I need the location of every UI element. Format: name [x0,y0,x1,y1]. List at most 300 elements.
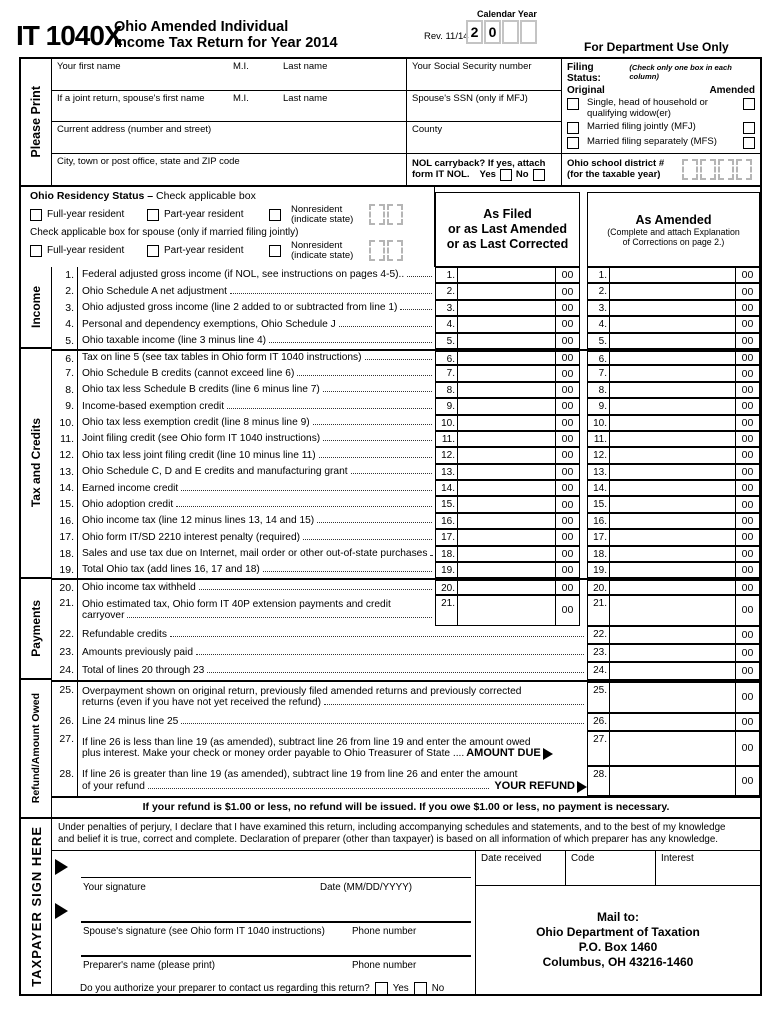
filing-status-section [562,59,760,154]
amended-amount-cell [587,333,760,349]
line-number: 10. [588,416,610,430]
amended-amount-cell [587,529,760,545]
resident-part-year-checkbox[interactable] [147,209,159,221]
dotted-leader [207,672,584,673]
filed-amount-box[interactable] [458,514,555,528]
cents-00: 00 [555,317,579,331]
filed-amount-box[interactable] [458,383,555,397]
cents-00: 00 [555,334,579,348]
line-description: Ohio income tax withheld [82,581,196,593]
amended-amount-box[interactable] [610,317,735,331]
amended-amount-box[interactable] [610,284,735,298]
residency-title: Ohio Residency Status – Check applicable box [30,190,256,202]
line-number: 1. [436,268,458,282]
mfs-amended-checkbox[interactable] [743,137,755,149]
form-line-row [52,382,760,398]
amended-amount-box[interactable] [610,497,735,511]
cents-00: 00 [735,497,759,511]
spouse-full-year-checkbox[interactable] [30,245,42,257]
dotted-leader [317,522,432,523]
filed-amount-cell [435,480,580,496]
form-line-row [52,480,760,496]
line-description-cell [78,513,435,529]
amended-amount-box[interactable] [610,448,735,462]
line-number: 26. [588,714,610,730]
line-description: Line 24 minus line 25 [82,716,179,728]
line-number: 1. [52,267,78,283]
mailing-address: Mail to: Ohio Department of Taxation P.O. Box 1460 Columbus, OH 43216-1460 [536,910,700,969]
amended-amount-cell [587,713,760,731]
form-line-row [52,415,760,431]
filed-amount-cell [435,496,580,512]
first-name-field[interactable]: Your first name [57,61,121,72]
single-original-checkbox[interactable] [567,98,579,110]
line-number: 19. [52,562,78,578]
line-description: Ohio tax less joint filing credit (line 10 minus line 11) [82,449,316,461]
amended-amount-cell [587,316,760,332]
cents-00: 00 [735,732,759,765]
line-description-cell [78,382,435,398]
amended-amount-box[interactable] [610,767,735,795]
cents-00: 00 [555,563,579,577]
filed-amount-box[interactable] [458,416,555,430]
cents-00: 00 [735,448,759,462]
line-number: 16. [436,514,458,528]
cents-00: 00 [555,465,579,479]
spouse-signature-line[interactable] [81,921,471,923]
filed-amount-cell [435,333,580,349]
school-district-digit-box[interactable] [718,159,734,180]
filed-amount-cell [435,431,580,447]
cents-00: 00 [555,352,579,364]
dotted-leader [407,276,432,277]
form-line-row [52,562,760,578]
interest-field[interactable]: Interest [661,853,694,864]
line-description: of your refund [82,780,145,792]
line-number: 9. [52,398,78,414]
dotted-leader [297,375,432,376]
form-line-row [52,300,760,316]
form-line-row [52,713,760,731]
date-received-field[interactable]: Date received [476,851,566,885]
city-field[interactable]: City, town or post office, state and ZIP code [52,154,407,186]
cents-00: 00 [555,514,579,528]
line-number: 15. [436,497,458,511]
filed-amount-cell [435,283,580,299]
please-print-rail [21,59,52,185]
line-description-cell [78,333,435,349]
filed-amount-box[interactable] [458,317,555,331]
line-suffix-label: AMOUNT DUE [466,747,541,760]
amended-amount-box[interactable] [610,563,735,577]
spouse-mi-field[interactable]: M.I. [233,92,249,104]
amended-amount-cell [587,513,760,529]
spouse-signature-label: Spouse's signature (see Ohio form IT 1040 instructions) [83,926,325,937]
amended-amount-box[interactable] [610,465,735,479]
cents-00: 00 [555,530,579,544]
authorize-no-checkbox[interactable] [414,982,427,995]
amended-amount-box[interactable] [610,366,735,380]
line-number: 20. [588,581,610,593]
dotted-leader [148,788,489,789]
line-description: If line 26 is less than line 19 (as amended), subtract line 26 from line 19 and enter the amount owed [82,736,531,748]
amended-amount-cell [587,496,760,512]
line-number: 12. [436,448,458,462]
refund-note: If your refund is $1.00 or less, no refund will be issued. If you owe $1.00 or less, no payment is necessary. [52,796,760,817]
dotted-leader [324,704,584,705]
spouse-nonresident-checkbox[interactable] [269,245,281,257]
line-number: 14. [52,480,78,496]
amended-amount-box[interactable] [610,432,735,446]
filed-amount-box[interactable] [458,581,555,593]
line-description-cell [78,267,435,283]
form-line-row [52,644,760,662]
filed-amount-cell [435,382,580,398]
dotted-leader [351,473,432,474]
calendar-year-digit[interactable] [502,20,519,44]
line-description-cell [78,713,587,731]
amended-amount-box[interactable] [610,268,735,282]
nol-no-checkbox[interactable] [533,169,545,181]
form-line-row [52,731,760,766]
line-description-cell [78,580,435,594]
mfj-amended-checkbox[interactable] [743,122,755,134]
cents-00: 00 [735,465,759,479]
line-number: 19. [588,563,610,577]
line-description: Ohio adoption credit [82,498,174,510]
amended-amount-cell [587,365,760,381]
filed-amount-box[interactable] [458,352,555,364]
amended-amount-cell [587,731,760,766]
line-number: 24. [52,662,78,680]
line-number: 21. [436,596,458,625]
amended-amount-cell [587,415,760,431]
line-description-cell [78,447,435,463]
calendar-year-boxes [466,20,537,44]
line-description: Joint filing credit (see Ohio form IT 1040 instructions) [82,433,321,445]
line-number: 20. [436,581,458,593]
form-line-row [52,464,760,480]
cents-00: 00 [735,645,759,661]
calendar-year-digit[interactable] [520,20,537,44]
authorize-question: Do you authorize your preparer to contact us regarding this return? [80,983,370,994]
school-district-digit-box[interactable] [700,159,716,180]
filed-amount-box[interactable] [458,334,555,348]
cents-00: 00 [735,481,759,495]
calendar-year-digit[interactable]: 0 [484,20,501,44]
filed-amount-box[interactable] [458,432,555,446]
form-line-row [52,626,760,644]
please-print-label: Please Print [29,86,43,158]
address-field[interactable]: Current address (number and street) [52,122,407,153]
cents-00: 00 [555,383,579,397]
amended-amount-box[interactable] [610,481,735,495]
school-district-digit-box[interactable] [736,159,752,180]
cents-00: 00 [735,416,759,430]
filed-amount-cell [435,513,580,529]
line-description-cell [78,662,587,680]
county-field[interactable]: County [412,124,443,135]
amended-amount-box[interactable] [610,732,735,765]
line-number: 5. [52,333,78,349]
line-number: 7. [436,366,458,380]
amended-amount-box[interactable] [610,352,735,364]
dotted-leader [170,636,584,637]
line-number: 2. [52,283,78,299]
form-number: IT 1040X [16,20,122,51]
amended-amount-box[interactable] [610,530,735,544]
line-number: 1. [588,268,610,282]
dotted-leader [176,506,432,507]
line-number: 9. [588,399,610,413]
filed-amount-cell [435,267,580,283]
line-description: Ohio tax less Schedule B credits (line 6 minus line 7) [82,384,320,396]
line-description: Refundable credits [82,629,167,641]
line-number: 17. [436,530,458,544]
amended-amount-box[interactable] [610,663,735,679]
nonresident-state-boxes [369,204,403,225]
line-description-cell [78,431,435,447]
line-number: 12. [52,447,78,463]
line-description: Ohio income tax (line 12 minus lines 13, 14 and 15) [82,515,315,527]
state-letter-box[interactable] [369,240,385,261]
state-letter-box[interactable] [387,240,403,261]
line-description: Sales and use tax due on Internet, mail order or other out-of-state purchases [82,548,428,560]
state-letter-box[interactable] [369,204,385,225]
filed-amount-cell [435,415,580,431]
line-description: Federal adjusted gross income (if NOL, see instructions on pages 4-5).. [82,269,405,281]
dotted-leader [319,457,432,458]
calendar-year-digit[interactable]: 2 [466,20,483,44]
cents-00: 00 [735,334,759,348]
line-number: 8. [52,382,78,398]
your-signature-line[interactable] [81,877,471,878]
line-number: 16. [588,514,610,528]
dotted-leader [323,391,432,392]
cents-00: 00 [735,547,759,561]
residency-section: Ohio Residency Status – Check applicable box Full-year resident Part-year resident Nonresident (indicate state) Check applicable box for spouse (only if married filing jointly) Full-year resident Part-year resident Nonresident (indicate state) As Filed or as Last Amended or as Last Corrected As Amended (Complete and attach Explanation of Corrections on page 2.) [21,185,760,267]
line-number: 2. [588,284,610,298]
line-description: Tax on line 5 (see tax tables in Ohio form IT 1040 instructions) [82,352,362,364]
dotted-leader [199,589,432,590]
cents-00: 00 [555,596,579,625]
amended-amount-box[interactable] [610,714,735,730]
perjury-statement: Under penalties of perjury, I declare that I have examined this return, including accompanying schedules and statements, and to the best of my knowledge and belief it is true, correct and complete. Declaration of preparer (other than taxpayer) is based on all information of which preparer has any knowledge. [52,819,760,851]
filed-amount-box[interactable] [458,448,555,462]
line-description-cell [78,644,587,662]
amended-amount-cell [587,662,760,680]
code-field[interactable]: Code [566,851,656,885]
as-amended-column-header: As Amended (Complete and attach Explanation of Corrections on page 2.) [587,192,760,267]
cents-00: 00 [735,268,759,282]
dotted-leader [181,723,584,724]
nol-yes-checkbox[interactable] [500,169,512,181]
filed-amount-cell [435,365,580,381]
cents-00: 00 [555,284,579,298]
line-description: Amounts previously paid [82,647,193,659]
cents-00: 00 [555,416,579,430]
amended-amount-box[interactable] [610,416,735,430]
filed-amount-cell [435,447,580,463]
form-line-row [52,766,760,796]
line-description-cell [78,546,435,562]
income-section-rail: Income [21,267,52,349]
filed-amount-cell [435,316,580,332]
cents-00: 00 [555,481,579,495]
filed-amount-cell [435,464,580,480]
filed-amount-box[interactable] [458,366,555,380]
cents-00: 00 [735,301,759,315]
amended-amount-box[interactable] [610,334,735,348]
line-number: 25. [52,682,78,713]
amended-amount-cell [587,626,760,644]
amended-amount-box[interactable] [610,301,735,315]
amended-amount-box[interactable] [610,514,735,528]
filed-amount-box[interactable] [458,563,555,577]
name-fields[interactable] [52,59,407,90]
amended-amount-box[interactable] [610,683,735,712]
amended-amount-cell [587,382,760,398]
line-number: 23. [588,645,610,661]
cents-00: 00 [555,366,579,380]
line-description-cell [78,283,435,299]
amended-amount-box[interactable] [610,581,735,593]
arrow-right-icon [577,781,587,793]
line-description-cell [78,496,435,512]
filed-amount-box[interactable] [458,301,555,315]
form-line-row [52,267,760,283]
amended-amount-cell [587,447,760,463]
amended-amount-cell [587,644,760,662]
amended-amount-box[interactable] [610,627,735,643]
ssn-field[interactable]: Your Social Security number [412,61,532,72]
spouse-name-fields[interactable] [52,91,407,122]
amended-amount-box[interactable] [610,547,735,561]
line-number: 25. [588,683,610,712]
filed-amount-cell [435,398,580,414]
last-name-field[interactable]: Last name [283,61,328,72]
form-title: Ohio Amended Individual Income Tax Return for Year 2014 [114,19,338,51]
spouse-last-name-field[interactable]: Last name [283,92,328,104]
line-description-cell [78,529,435,545]
line-number: 21. [52,595,78,626]
amended-amount-cell [587,766,760,796]
phone-number-label: Phone number [352,926,417,937]
line-number: 5. [588,334,610,348]
line-description-cell [78,562,435,578]
filed-amount-box[interactable] [458,481,555,495]
cents-00: 00 [735,514,759,528]
line-number: 19. [436,563,458,577]
filed-amount-box[interactable] [458,547,555,561]
date-label: Date (MM/DD/YYYY) [320,882,412,893]
amended-amount-cell [587,580,760,594]
amended-amount-box[interactable] [610,645,735,661]
mfj-original-checkbox[interactable] [567,122,579,134]
line-description: If line 26 is greater than line 19 (as amended), subtract line 19 from line 26 and enter the amount [82,769,518,781]
state-letter-box[interactable] [387,204,403,225]
cents-00: 00 [735,581,759,593]
form-line-row [52,333,760,349]
amended-amount-cell [587,562,760,578]
filing-option-label: Married filing separately (MFS) [587,136,717,147]
filed-amount-box[interactable] [458,497,555,511]
filed-amount-box[interactable] [458,465,555,479]
cents-00: 00 [735,432,759,446]
single-amended-checkbox[interactable] [743,98,755,110]
line-suffix-label: YOUR REFUND [494,779,575,792]
line-number: 28. [52,766,78,796]
line-description-cell [78,351,435,365]
filed-amount-box[interactable] [458,268,555,282]
spouse-ssn-field[interactable]: Spouse's SSN (only if MFJ) [412,92,528,104]
amended-amount-box[interactable] [610,596,735,625]
amended-column-label: Amended [709,85,755,96]
line-description-cell [78,464,435,480]
line-number: 13. [588,465,610,479]
spouse-first-name-field[interactable]: If a joint return, spouse's first name [57,92,205,104]
form-line-row [52,349,760,365]
line-number: 14. [588,481,610,495]
resident-nonresident-checkbox[interactable] [269,209,281,221]
line-number: 28. [588,767,610,795]
cents-00: 00 [735,596,759,625]
line-description: Total of lines 20 through 23 [82,665,205,677]
form-line-row [52,546,760,562]
line-description-cell [78,415,435,431]
signature-section: TAXPAYER SIGN HERE Under penalties of perjury, I declare that I have examined this return, including accompanying schedules and statements, and to the best of my knowledge and belief it is true, correct and complete. Declaration of preparer (other than taxpayer) is based on all information of which preparer has any knowledge. Your signature Date (MM/DD/YYYY) Spouse's signature (see Ohio form IT 1040 instructions) Phone number Preparer's name (please print) Phone number Do you authorize your preparer to contact us regarding this return? Yes No Date received Code Interest Mail to: Ohio Department of Taxation P.O. Box 1460 Columbus, OH 43216-1460 [21,817,760,994]
line-number: 26. [52,713,78,731]
line-description-cell [78,316,435,332]
amended-amount-box[interactable] [610,399,735,413]
filed-amount-box[interactable] [458,399,555,413]
line-number: 10. [52,415,78,431]
cents-00: 00 [555,399,579,413]
mi-field[interactable]: M.I. [233,61,249,72]
filed-amount-cell [435,580,580,594]
filed-amount-box[interactable] [458,530,555,544]
authorize-yes-checkbox[interactable] [375,982,388,995]
dotted-leader [313,424,432,425]
resident-full-year-checkbox[interactable] [30,209,42,221]
personal-info-section [21,59,760,185]
line-number: 22. [588,627,610,643]
amended-amount-cell [587,595,760,626]
dotted-leader [365,359,432,360]
form-line-row [52,496,760,512]
line-number: 27. [52,731,78,766]
spouse-part-year-checkbox[interactable] [147,245,159,257]
nol-carryback-field: NOL carryback? If yes, attach form IT NOL. Yes No [412,157,546,180]
line-description-cell [78,731,587,766]
amended-amount-box[interactable] [610,383,735,397]
cents-00: 00 [555,547,579,561]
amended-amount-cell [587,480,760,496]
arrow-right-icon [543,748,553,760]
as-filed-column-header: As Filed or as Last Amended or as Last Corrected [435,192,580,267]
filed-amount-box[interactable] [458,596,555,625]
line-description-cell [78,626,587,644]
nonresident-label: Nonresident (indicate state) [291,239,354,261]
filed-amount-box[interactable] [458,284,555,298]
school-district-digit-box[interactable] [682,159,698,180]
cents-00: 00 [735,366,759,380]
line-number: 11. [588,432,610,446]
line-description: plus interest. Make your check or money order payable to Ohio Treasurer of State .... [82,748,465,760]
mfs-original-checkbox[interactable] [567,137,579,149]
your-signature-label: Your signature [83,882,146,893]
preparer-name-line[interactable] [81,955,471,957]
